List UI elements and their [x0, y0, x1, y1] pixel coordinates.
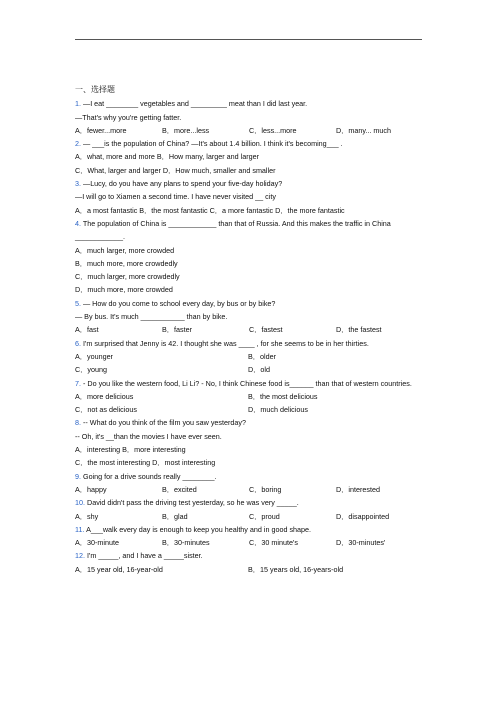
question-text: —Lucy, do you have any plans to spend your five-day holiday?	[83, 179, 283, 189]
answer-option[interactable]: A．30-minute	[75, 538, 119, 548]
question-2	[75, 137, 435, 177]
option-row	[75, 483, 435, 496]
question-number: 12.	[75, 551, 85, 561]
question-stem-line	[75, 430, 435, 443]
answer-option[interactable]: C．less...more	[249, 125, 297, 135]
question-stem-line	[75, 97, 435, 110]
option-line[interactable]: A．what, more and more B．How many, larger and larger	[75, 152, 260, 162]
answer-option[interactable]: D．disappointed	[336, 511, 390, 521]
question-text: —I eat ________ vegetables and _________ meat than I did last year.	[83, 99, 308, 109]
question-text: -- Oh, it's __than the movies I have ever seen.	[75, 431, 222, 441]
option-row	[75, 390, 435, 403]
question-number: 9.	[75, 471, 81, 481]
answer-option[interactable]: C．not as delicious	[75, 405, 137, 415]
question-text: The population of China is ____________ than that of Russia. And this makes the traffic in China ____________.	[75, 218, 391, 242]
question-text: -- What do you think of the film you saw yesterday?	[83, 418, 246, 428]
question-number: 7.	[75, 378, 81, 388]
question-number: 10.	[75, 498, 85, 508]
question-stem-line	[75, 217, 435, 244]
answer-option[interactable]: A．shy	[75, 511, 99, 521]
question-list	[75, 97, 435, 576]
answer-option[interactable]: A．fast	[75, 325, 99, 335]
question-text: - Do you like the western food, Li Li? - No, I think Chinese food is______ than that of western countries.	[83, 378, 412, 388]
option-row	[75, 510, 435, 523]
question-5	[75, 297, 435, 337]
question-text: —I will go to Xiamen a second time. I have never visited __ city	[75, 192, 276, 202]
question-3	[75, 177, 435, 217]
question-text: I'm surprised that Jenny is 42. I thought she was ____ , for she seems to be in her thirties.	[83, 338, 369, 348]
answer-option[interactable]: C．boring	[249, 484, 282, 494]
question-number: 6.	[75, 338, 81, 348]
question-text: — How do you come to school every day, by bus or by bike?	[83, 298, 276, 308]
question-number: 3.	[75, 179, 81, 189]
answer-option[interactable]: B．older	[248, 351, 276, 361]
option-line[interactable]: A．interesting B．more interesting	[75, 445, 186, 455]
option-line[interactable]: A．much larger, more crowded	[75, 245, 175, 255]
question-stem-line	[75, 177, 435, 190]
question-number: 5.	[75, 298, 81, 308]
header-rule	[75, 39, 422, 40]
answer-option[interactable]: B．the most delicious	[248, 391, 318, 401]
question-9	[75, 470, 435, 497]
answer-option[interactable]: B．30-minutes	[162, 538, 210, 548]
question-stem-line	[75, 111, 435, 124]
question-11	[75, 523, 435, 550]
answer-option[interactable]: C．proud	[249, 511, 280, 521]
answer-option[interactable]: D．many... much	[336, 125, 391, 135]
question-text: — ___is the population of China? —It's about 1.4 billion. I think it's becoming___ .	[83, 139, 343, 149]
question-text: —That's why you're getting fatter.	[75, 112, 182, 122]
question-text: Going for a drive sounds really ________.	[83, 471, 217, 481]
question-12	[75, 549, 435, 576]
option-line[interactable]: D．much more, more crowded	[75, 285, 173, 295]
question-number: 1.	[75, 99, 81, 109]
question-stem-line	[75, 496, 435, 509]
question-text: — By bus. It's much ___________ than by bike.	[75, 312, 228, 322]
question-number: 2.	[75, 139, 81, 149]
answer-option[interactable]: D．much delicious	[248, 405, 308, 415]
question-number: 11.	[75, 524, 85, 534]
question-text: David didn't pass the driving test yesterday, so he was very _____.	[87, 498, 299, 508]
document-page	[75, 83, 435, 576]
option-line[interactable]: C．the most interesting D．most interesting	[75, 458, 216, 468]
section-title: 一、选择题	[75, 85, 115, 94]
answer-option[interactable]: D．30-minutes'	[336, 538, 386, 548]
option-row	[75, 350, 435, 363]
option-row	[75, 536, 435, 549]
answer-option[interactable]: A．15 year old, 16-year-old	[75, 564, 163, 574]
question-4	[75, 217, 435, 297]
question-number: 4.	[75, 218, 81, 228]
option-row	[75, 323, 435, 336]
answer-option[interactable]: D．old	[248, 365, 270, 375]
answer-option[interactable]: C．fastest	[249, 325, 283, 335]
answer-option[interactable]: C．young	[75, 365, 107, 375]
option-line[interactable]: A．a most fantastic B．the most fantastic C．a more fantastic D．the more fantastic	[75, 205, 345, 215]
option-line[interactable]: C．much larger, more crowdedly	[75, 272, 180, 282]
answer-option[interactable]: C．30 minute's	[249, 538, 298, 548]
question-text: A___walk every day is enough to keep you healthy and in good shape.	[86, 524, 312, 534]
question-stem-line	[75, 416, 435, 429]
option-row	[75, 403, 435, 416]
option-row	[75, 124, 435, 137]
answer-option[interactable]: A．fewer...more	[75, 125, 127, 135]
answer-option[interactable]: A．happy	[75, 484, 107, 494]
question-6	[75, 337, 435, 377]
answer-option[interactable]: B．more...less	[162, 125, 210, 135]
question-1	[75, 97, 435, 137]
question-stem-line	[75, 470, 435, 483]
question-8	[75, 416, 435, 469]
answer-option[interactable]: B．glad	[162, 511, 188, 521]
question-stem-line	[75, 297, 435, 310]
answer-option[interactable]: B．15 years old, 16-years-old	[248, 564, 344, 574]
question-stem-line	[75, 137, 435, 150]
answer-option[interactable]: A．more delicious	[75, 391, 134, 401]
question-7	[75, 377, 435, 417]
option-row	[75, 363, 435, 376]
answer-option[interactable]: B．faster	[162, 325, 192, 335]
answer-option[interactable]: A．younger	[75, 351, 113, 361]
question-stem-line	[75, 549, 435, 562]
question-number: 8.	[75, 418, 81, 428]
option-row	[75, 563, 435, 576]
option-line[interactable]: C．What, larger and larger D．How much, smaller and smaller	[75, 165, 276, 175]
question-stem-line	[75, 310, 435, 323]
question-stem-line	[75, 377, 435, 390]
question-10	[75, 496, 435, 523]
question-stem-line	[75, 337, 435, 350]
answer-option[interactable]: B．excited	[162, 484, 197, 494]
answer-option[interactable]: D．the fastest	[336, 325, 382, 335]
question-stem-line	[75, 523, 435, 536]
option-line[interactable]: B．much more, more crowdedly	[75, 258, 178, 268]
question-text: I'm _____, and I have a _____sister.	[87, 551, 203, 561]
answer-option[interactable]: D．interested	[336, 484, 380, 494]
question-stem-line	[75, 190, 435, 203]
